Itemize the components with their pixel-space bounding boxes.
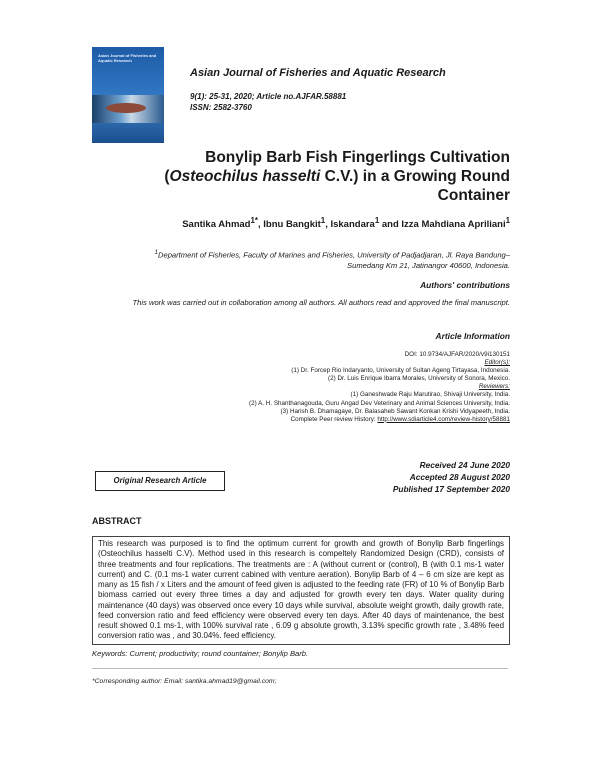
- title-line-3: Container: [437, 187, 510, 204]
- paper-title: [150, 148, 510, 205]
- abstract-text: This research was purposed is to find the optimum current for growth and growth of Bonylip Barb fingerlings (Osteochilus hasselti C.V). Method used in this research is compeltely Randomized Design (CRD), consists of three treatments and four replications. The treatments are : A (without current or (control), B (with 0.1 ms-1 water current) and C. (0.1 ms-1 water current cabined with venture aeration). Bonylip Barb of 4 – 6 cm size are kept as many as 15 fish / x Liters and the amount of feed given is adjusted to the feeding rate (FR) of 10 % of Bonylip Barb biomass carried out every three times a day and adjusted for growth every ten days. Water quality during maintenance (40 days) was observed once every 10 days while survival, absolute weight growth, daily growth rate, feed conversion ratio and feed efficiency were observed every ten days. After 40 days of maintenance, the best result showed 0.1 ms-1, with 100% survival rate , 6.09 g absolute growth, 3.13% specific growth rate , 3.48% feed conversion ratio was , and 30.04%. feed efficiency.: [92, 536, 510, 645]
- contributions-text: This work was carried out in collaboration among all authors. All authors read and approved the final manuscript.: [132, 298, 510, 307]
- article-info-heading: Article Information: [435, 331, 510, 341]
- received-date: Received 24 June 2020: [419, 460, 510, 470]
- abstract-heading: ABSTRACT: [92, 516, 142, 526]
- author-3-sup: 1: [374, 216, 380, 225]
- history-label: Complete Peer review History:: [290, 415, 378, 423]
- title-line-2-rest: C.V.) in a Growing Round: [320, 168, 510, 185]
- title-line-1: Bonylip Barb Fish Fingerlings Cultivation: [205, 149, 510, 166]
- author-sep: ,: [325, 219, 331, 231]
- author-1-sup: 1*: [250, 216, 258, 225]
- cover-fish-shape: [106, 103, 146, 113]
- author-2: Ibnu Bangkit: [263, 219, 321, 231]
- editor-2: (2) Dr. Luis Enrique Ibarra Morales, University of Sonora, Mexico.: [328, 375, 510, 383]
- journal-name: Asian Journal of Fisheries and Aquatic Research: [190, 67, 446, 79]
- peer-review-history: [90, 416, 510, 424]
- author-1: Santika Ahmad: [182, 219, 251, 231]
- editor-1: (1) Dr. Forcep Rio Indaryanto, University of Sultan Ageng Tirtayasa, Indonesia.: [291, 367, 510, 375]
- title-species: Osteochilus hasselti: [169, 168, 321, 185]
- title-paren: (: [164, 168, 170, 185]
- doi: DOI: 10.9734/AJFAR/2020/v9i130151: [404, 351, 510, 358]
- reviewer-3: (3) Harish B. Dhamagaye, Dr. Balasaheb Sawant Konkan Krishi Vidyapeeth, India.: [280, 407, 510, 415]
- editors-label: Editor(s):: [484, 359, 510, 367]
- affiliation-sup: 1: [154, 249, 158, 256]
- author-4: Izza Mahdiana Apriliani: [401, 219, 506, 231]
- accepted-date: Accepted 28 August 2020: [409, 472, 510, 482]
- author-sep: ,: [257, 219, 264, 231]
- corresponding-author: *Corresponding author: Email: santika.ahmad19@gmail.com;: [92, 678, 277, 685]
- issn: ISSN: 2582-3760: [190, 103, 252, 112]
- keywords: Keywords: Current; productivity; round countainer; Bonylip Barb.: [92, 649, 309, 658]
- author-4-sup: 1: [505, 216, 510, 225]
- author-3: Iskandara: [330, 219, 375, 231]
- journal-cover-image: [92, 47, 164, 143]
- cover-title: Asian Journal of Fisheries and Aquatic Research: [98, 53, 157, 63]
- history-link[interactable]: http://www.sdiarticle4.com/review-history/58881: [377, 415, 510, 423]
- volume-info: 9(1): 25-31, 2020; Article no.AJFAR.58881: [190, 92, 347, 101]
- article-dates: [393, 459, 510, 495]
- affiliation: [150, 248, 510, 271]
- author-2-sup: 1: [320, 216, 326, 225]
- article-type-box: Original Research Article: [95, 471, 225, 491]
- affiliation-text: Department of Fisheries, Faculty of Marines and Fisheries, University of Padjadjaran, Jl. Raya Bandung–Sumedang Km 21, Jatinangor 40600, Indonesia.: [157, 250, 510, 270]
- published-date: Published 17 September 2020: [392, 484, 510, 494]
- author-list: [182, 216, 510, 230]
- author-sep: and: [379, 219, 402, 231]
- reviewers-label: Reviewers:: [478, 383, 510, 391]
- title-line-2: [150, 167, 510, 186]
- article-info: [90, 351, 510, 424]
- reviewer-2: (2) A. H. Shanthanagouda, Guru Angad Dev Veterinary and Animal Sciences University, India.: [248, 399, 510, 407]
- footnote-divider: [92, 668, 508, 669]
- contributions-heading: Authors' contributions: [420, 280, 510, 290]
- reviewer-1: (1) Ganeshwade Raju Marutirao, Shivaji University, India.: [350, 391, 510, 399]
